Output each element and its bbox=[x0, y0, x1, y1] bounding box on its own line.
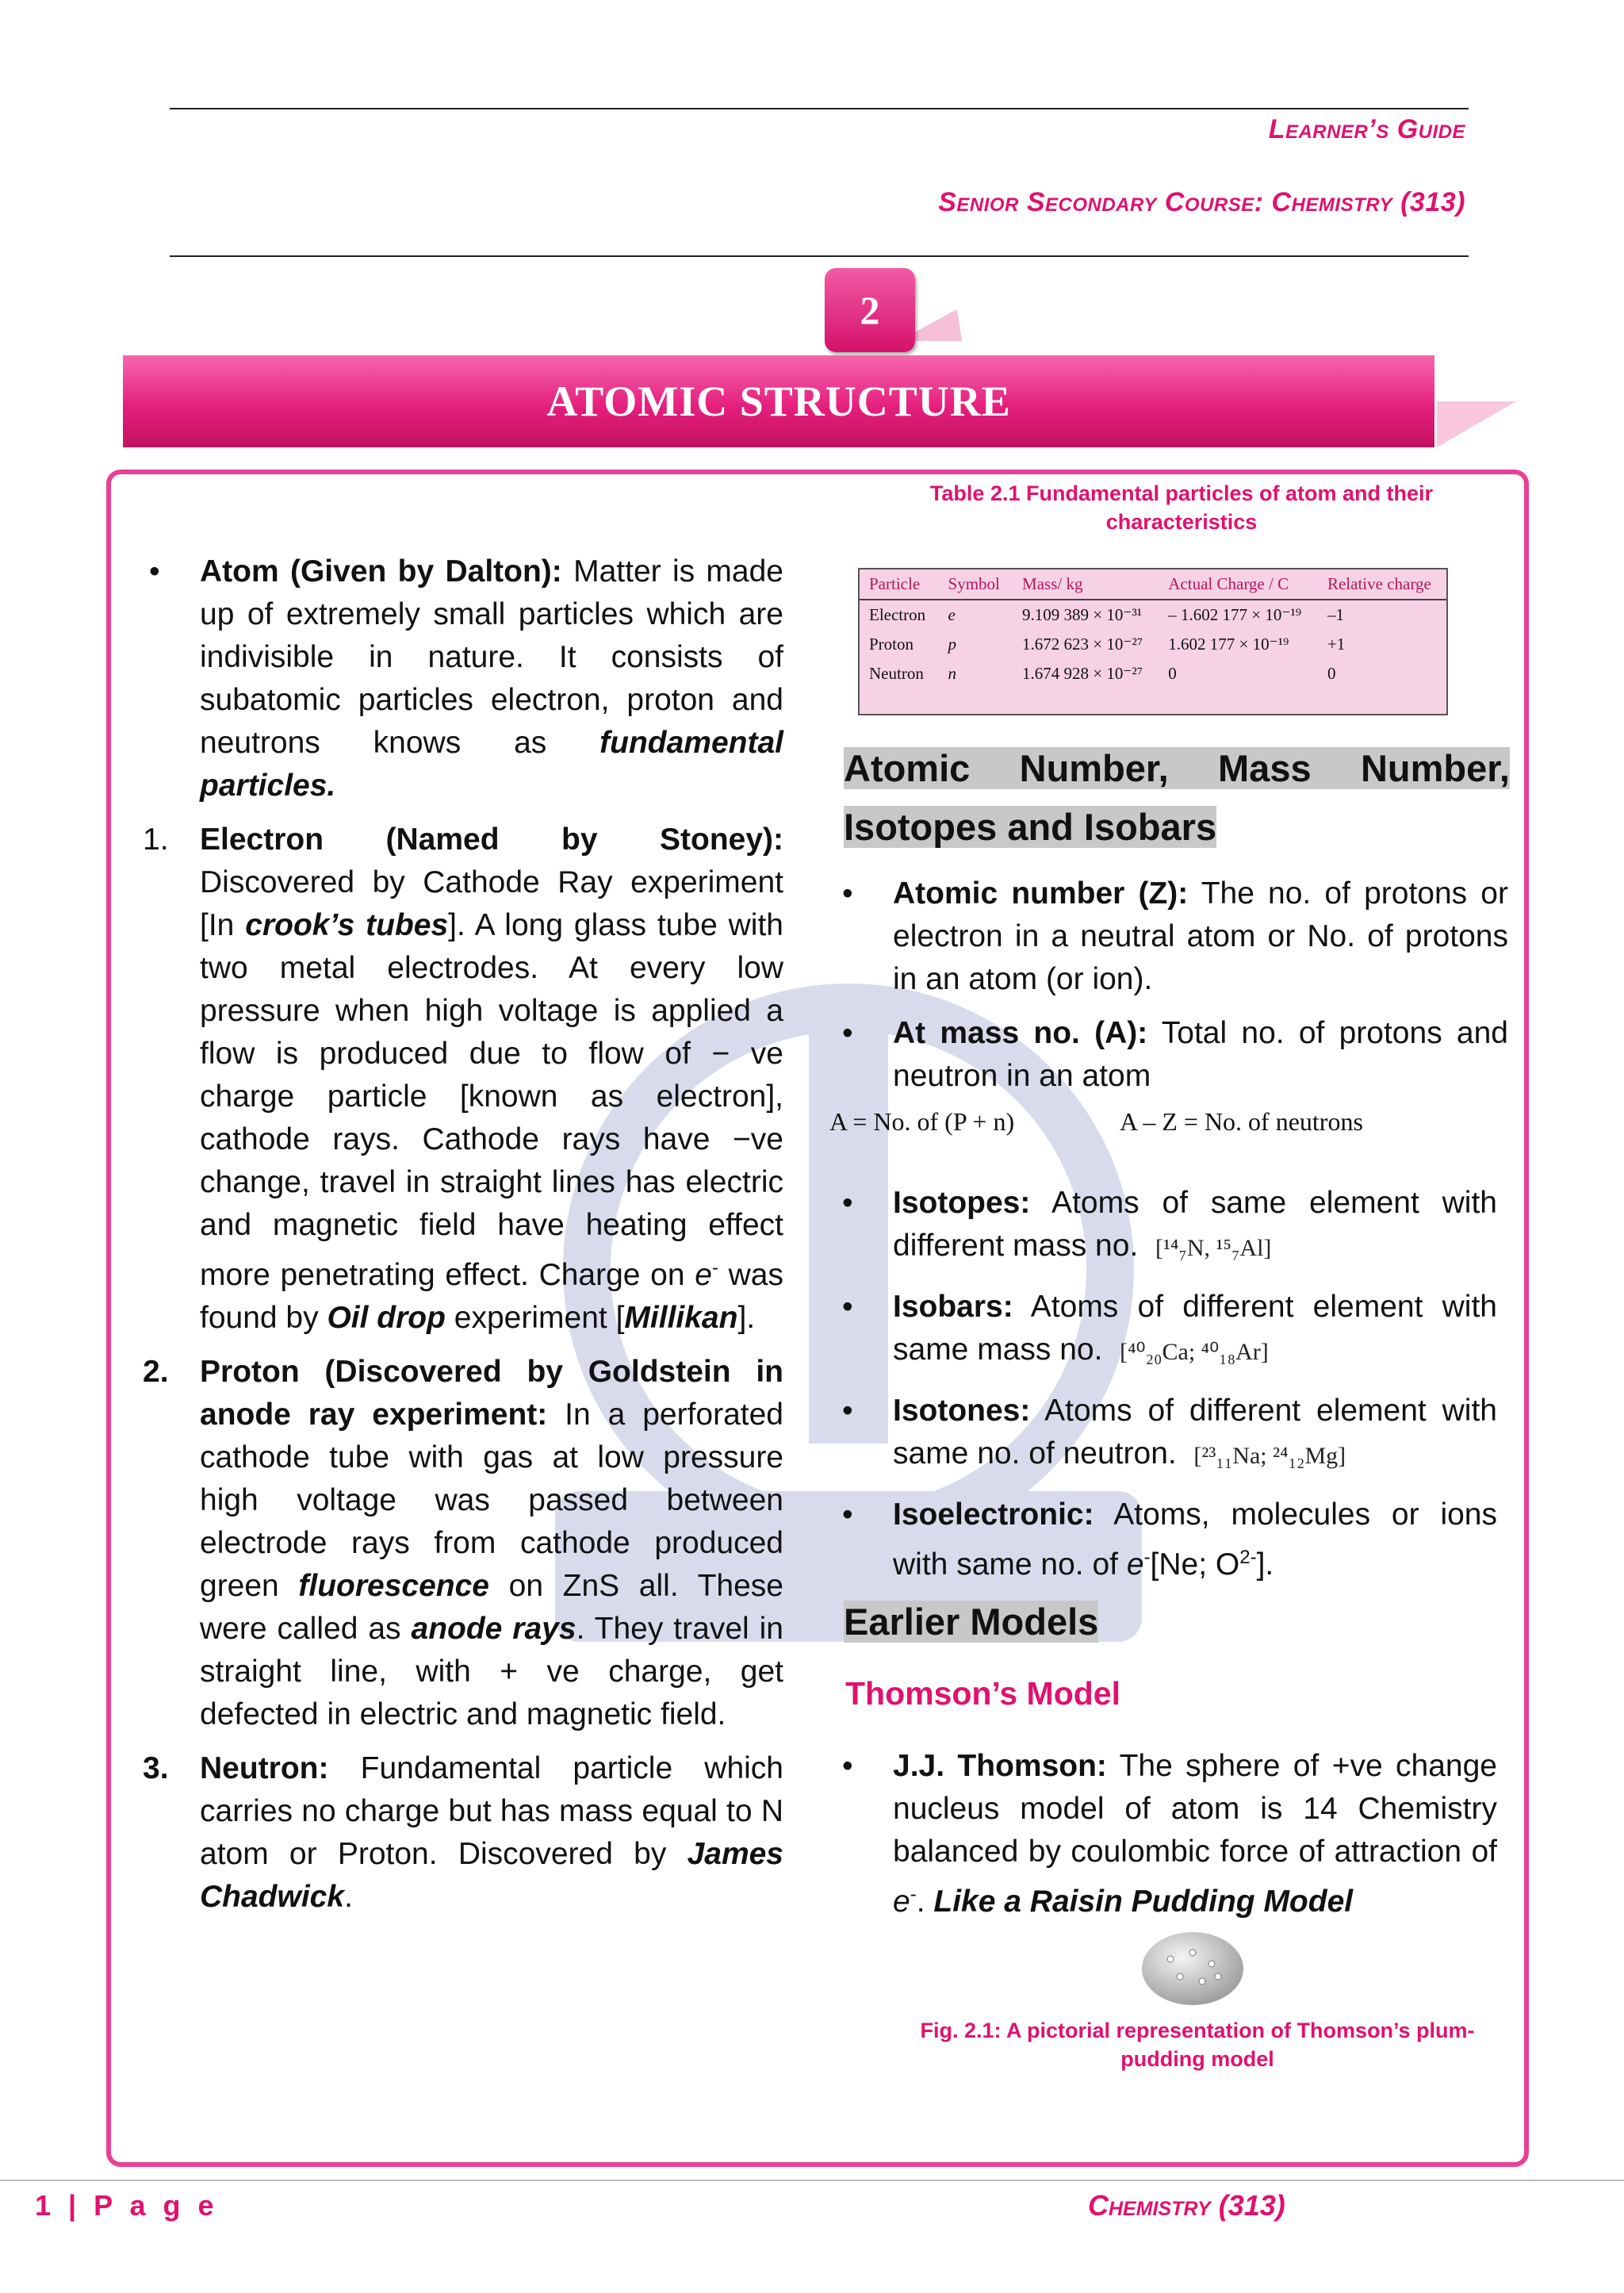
table-cell: p bbox=[948, 635, 957, 654]
table-caption: Table 2.1 Fundamental particles of atom and their characteristics bbox=[929, 481, 1434, 534]
isotones-example: [²³₁₁Na; ²⁴₁₂Mg] bbox=[1193, 1443, 1346, 1469]
table-cell: – 1.602 177 × 10⁻¹⁹ bbox=[1168, 605, 1302, 624]
anode-rays: anode rays bbox=[411, 1612, 576, 1646]
thomson-model-heading: Thomson’s Model bbox=[845, 1675, 1120, 1712]
right-column bbox=[842, 872, 1509, 1109]
isotopes-text: Atoms of same element with different mass no. bbox=[893, 1186, 1497, 1263]
isotopes-item bbox=[842, 1182, 1497, 1270]
proton-heading: Proton (Discovered by Goldstein in anode ray experiment: bbox=[200, 1355, 783, 1432]
left-column bbox=[143, 550, 783, 1930]
course-label: Senior Secondary Course: Chemistry (313) bbox=[938, 187, 1465, 217]
footer-subject: Chemistry (313) bbox=[1088, 2189, 1285, 2222]
plum-pudding-figure bbox=[1139, 1929, 1247, 2008]
proton-text-2: on ZnS all. These were called as bbox=[200, 1569, 783, 1646]
electron-text-1: Discovered by Cathode Ray experiment [In bbox=[200, 865, 783, 942]
mass-number-heading: At mass no. (A): bbox=[893, 1016, 1148, 1050]
proton-number: 2. bbox=[143, 1355, 169, 1389]
isobars-example: [⁴⁰₂₀Ca; ⁴⁰₁₈Ar] bbox=[1120, 1339, 1269, 1365]
isotopes-heading: Isotopes: bbox=[893, 1186, 1031, 1220]
thomson-text-2: . bbox=[916, 1885, 934, 1919]
chapter-title: ATOMIC STRUCTURE bbox=[123, 355, 1434, 447]
neutron-number: 3. bbox=[143, 1751, 169, 1785]
millikan: Millikan bbox=[624, 1301, 738, 1335]
electron-text-2: ]. A long glass tube with two metal electrodes. At every low pressure when high voltage is applied a flow is produced due to flow of − ve charge particle [known as electron], cathode rays. Cathode rays have −ve change, travel in straight lines has electric and magnetic field have heating effect more penetrating effect. Charge on bbox=[200, 908, 783, 1292]
table-header-row bbox=[860, 569, 1446, 600]
thomson-item bbox=[842, 1745, 1497, 1923]
formula-neutrons: A – Z = No. of neutrons bbox=[1120, 1107, 1363, 1136]
table-row bbox=[860, 659, 1446, 688]
figure-caption: Fig. 2.1: A pictorial representation of Thomson’s plum-pudding model bbox=[920, 2019, 1475, 2071]
thomson-text: The sphere of +ve change nucleus model of atom is 14 Chemistry balanced by coulombic force of attraction of bbox=[893, 1749, 1497, 1869]
footer-rule bbox=[0, 2180, 1624, 2181]
header-top-rule bbox=[170, 108, 1469, 109]
table-cell: Electron bbox=[869, 605, 926, 624]
table-cell: 1.672 623 × 10⁻²⁷ bbox=[1022, 635, 1143, 654]
right-column-thomson bbox=[842, 1745, 1497, 1934]
electron-text-4: experiment [ bbox=[445, 1301, 625, 1335]
section-1-title: Atomic Number, Mass Number, Isotopes and Isobars bbox=[844, 747, 1510, 848]
bullet-icon: • bbox=[842, 1290, 853, 1324]
atom-definition bbox=[149, 550, 783, 807]
table-header-cell: Actual Charge / C bbox=[1159, 569, 1318, 600]
particles-table-wrap bbox=[858, 568, 1448, 715]
electron-heading: Electron (Named by Stoney): bbox=[200, 822, 783, 857]
section-heading-atomic-number bbox=[844, 744, 1510, 861]
table-header-cell: Mass/ kg bbox=[1013, 569, 1159, 600]
james-chadwick: James Chadwick bbox=[200, 1837, 783, 1914]
isotones-item bbox=[842, 1390, 1497, 1478]
bullet-icon: • bbox=[149, 554, 160, 589]
title-wedge-decoration bbox=[1437, 401, 1516, 447]
isoelectronic-heading: Isoelectronic: bbox=[893, 1497, 1094, 1532]
isobars-heading: Isobars: bbox=[893, 1290, 1013, 1324]
mass-number-text: Total no. of protons and neutron in an atom bbox=[893, 1016, 1509, 1093]
table-row bbox=[860, 630, 1446, 659]
bullet-icon: • bbox=[842, 1497, 853, 1532]
table-header-cell: Relative charge bbox=[1318, 569, 1446, 600]
atom-text: Matter is made up of extremely small particles which are indivisible in nature. It consists of subatomic particles electron, proton and neutrons knows as bbox=[200, 554, 783, 760]
isoelectronic-text-2: [Ne; O bbox=[1150, 1547, 1240, 1582]
table-cell: 0 bbox=[1168, 664, 1177, 683]
thomson-e-sup: - bbox=[910, 1884, 917, 1905]
table-cell: 1.602 177 × 10⁻¹⁹ bbox=[1168, 635, 1289, 654]
atom-emph: fundamental particles. bbox=[200, 726, 783, 803]
particles-table bbox=[860, 569, 1446, 688]
table-cell: Proton bbox=[869, 635, 914, 654]
atomic-number-item bbox=[842, 872, 1508, 1001]
isoelectronic-e-sup: - bbox=[1143, 1547, 1151, 1568]
proton-text-1: In a perforated cathode tube with gas at low pressure high voltage was passed between electrode rays from cathode produced green bbox=[200, 1398, 783, 1603]
proton-definition bbox=[143, 1351, 783, 1736]
formula-mass-number: A = No. of (P + n) bbox=[829, 1107, 1015, 1136]
electron-definition bbox=[143, 819, 783, 1340]
isoelectronic-text: Atoms, molecules or ions with same no. of bbox=[893, 1497, 1497, 1582]
table-cell: e bbox=[948, 605, 956, 624]
right-column-isotopes bbox=[842, 1182, 1497, 1597]
table-body bbox=[860, 600, 1446, 688]
atomic-number-heading: Atomic number (Z): bbox=[893, 876, 1189, 911]
table-cell: –1 bbox=[1327, 605, 1344, 624]
proton-text-3: . They travel in straight line, with + ve charge, get defected in electric and magnetic field. bbox=[200, 1612, 783, 1731]
chapter-number-badge: 2 bbox=[825, 268, 915, 352]
table-row bbox=[860, 600, 1446, 630]
mass-number-item bbox=[842, 1012, 1509, 1098]
isotopes-example: [¹⁴₇N, ¹⁵₇Al] bbox=[1155, 1235, 1272, 1261]
atom-heading: Atom (Given by Dalton): bbox=[200, 554, 562, 589]
table-cell: +1 bbox=[1327, 635, 1346, 654]
bullet-icon: • bbox=[842, 876, 853, 911]
isoelectronic-e-symbol: e bbox=[1126, 1547, 1144, 1582]
isotones-text: Atoms of different element with same no. of neutron. bbox=[893, 1394, 1497, 1471]
bullet-icon: • bbox=[842, 1016, 853, 1050]
section-2-title: Earlier Models bbox=[844, 1601, 1099, 1643]
table-cell: 0 bbox=[1327, 664, 1336, 683]
table-cell: 9.109 389 × 10⁻³¹ bbox=[1022, 605, 1143, 624]
section-heading-earlier-models bbox=[844, 1597, 1098, 1656]
oxygen-charge-sup: 2- bbox=[1239, 1547, 1257, 1568]
crooks-tubes: crook’s tubes bbox=[245, 908, 449, 942]
neutron-heading: Neutron: bbox=[200, 1751, 329, 1785]
raisin-pudding-model: Like a Raisin Pudding Model bbox=[933, 1885, 1354, 1919]
table-header-cell: Symbol bbox=[939, 569, 1013, 600]
bullet-icon: • bbox=[842, 1394, 853, 1428]
electron-text-3: was found by bbox=[200, 1258, 783, 1335]
table-cell: 1.674 928 × 10⁻²⁷ bbox=[1022, 664, 1143, 683]
neutron-text-2: . bbox=[344, 1880, 353, 1914]
isotones-heading: Isotones: bbox=[893, 1394, 1031, 1428]
isoelectronic-item bbox=[842, 1494, 1497, 1586]
electron-symbol: e bbox=[695, 1258, 712, 1292]
neutron-definition bbox=[143, 1747, 783, 1919]
header-bottom-rule bbox=[170, 255, 1469, 257]
thomson-heading: J.J. Thomson: bbox=[893, 1749, 1107, 1783]
bullet-icon: • bbox=[842, 1749, 853, 1783]
table-cell: Neutron bbox=[869, 664, 924, 683]
isobars-item bbox=[842, 1286, 1497, 1374]
table-cell: n bbox=[948, 664, 957, 683]
isobars-text: Atoms of different element with same mass no. bbox=[893, 1290, 1497, 1367]
electron-number: 1. bbox=[143, 822, 169, 857]
fluorescence: fluorescence bbox=[298, 1569, 489, 1603]
bullet-icon: • bbox=[842, 1186, 853, 1220]
thomson-e-symbol: e bbox=[893, 1885, 910, 1919]
oil-drop: Oil drop bbox=[327, 1301, 446, 1335]
learners-guide-label: Learner’s Guide bbox=[1268, 114, 1465, 144]
table-header-cell: Particle bbox=[860, 569, 939, 600]
neutron-text-1: Fundamental particle which carries no charge but has mass equal to N atom or Proton. Discovered by bbox=[200, 1751, 783, 1871]
atomic-number-text: The no. of protons or electron in a neutral atom or No. of protons in an atom (or ion). bbox=[893, 876, 1508, 996]
page-number: 1 | P a g e bbox=[35, 2189, 219, 2222]
electron-sup: - bbox=[711, 1257, 718, 1279]
isoelectronic-text-3: ]. bbox=[1256, 1547, 1274, 1582]
electron-text-5: ]. bbox=[737, 1301, 756, 1335]
